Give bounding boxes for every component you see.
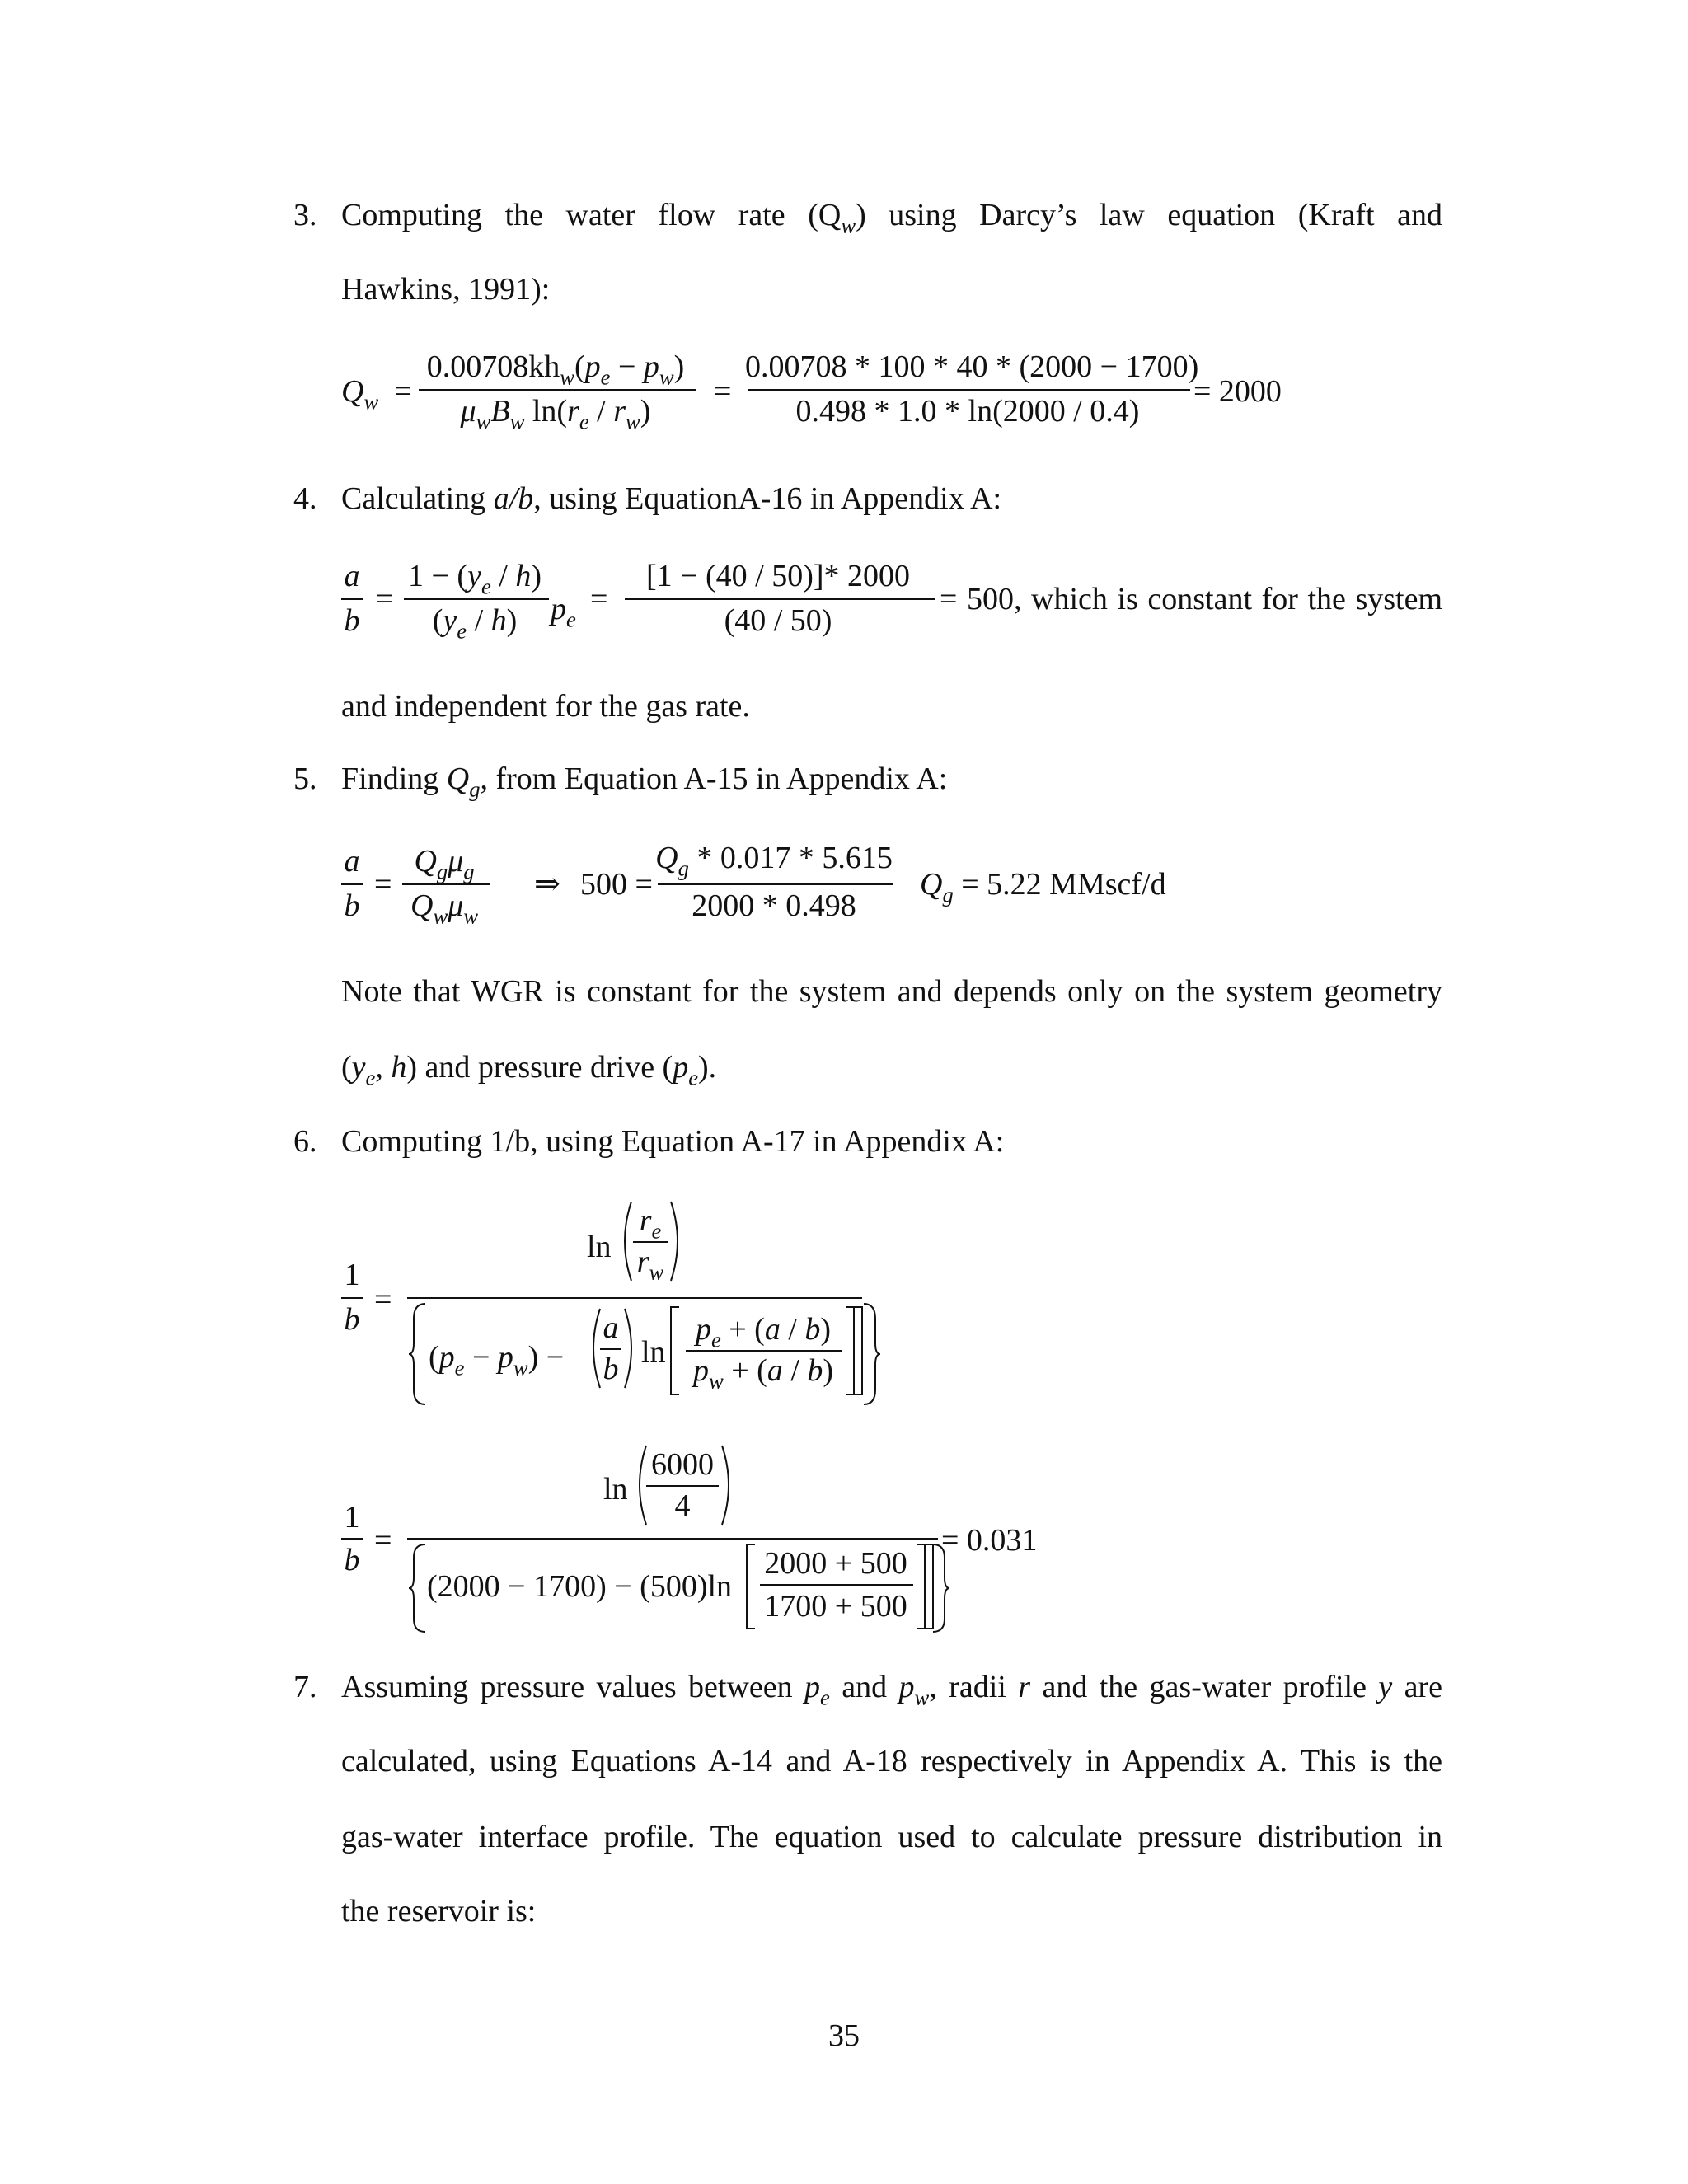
item-6-number: 6. [293, 1124, 317, 1159]
eq3-denominator: 2000 * 0.498 [692, 888, 856, 923]
eq5-result: = 0.031 [941, 1523, 1038, 1558]
item-4-line2: and independent for the gas rate. [341, 689, 750, 724]
item-3-line2: Hawkins, 1991): [341, 272, 551, 307]
item-7-line4: the reservoir is: [341, 1894, 537, 1929]
eq5-inner-denominator: 1700 + 500 [764, 1589, 907, 1624]
item-7-number: 7. [293, 1670, 317, 1704]
ln-numerator: 6000 [651, 1447, 714, 1482]
eq2-denominator: (40 / 50) [724, 603, 832, 638]
item-5-number: 5. [293, 762, 317, 796]
brace-right [862, 1302, 882, 1406]
eq5-inner-numerator: 2000 + 500 [764, 1546, 907, 1581]
item-4-line1: Calculating a/b, using EquationA-16 in Appendix A: [341, 481, 1002, 516]
item-4-number: 4. [293, 481, 317, 516]
eq3-result: $Q_g = 5.22$ MMscf/d [920, 867, 1166, 907]
equation-water-flow-rate: $Q_w$ = $0.00708kh_w(p_e - p_w)$ $\mu_wB_w$ $\ln(r_e / r_w)$ = 0.00708 * 100 * 40 * (2000 − 1700) 0.498 * 1.0 * ln(2000 / 0.4) = 2000 [341, 349, 1282, 434]
item-3-line1: Computing the water flow rate $(Q_w)$ using Darcy’s law equation (Kraft and [341, 198, 1442, 238]
equation-one-over-b-symbolic: 1 b = ln $r_e$ $r_w$ $(p_e - p_w)$ − a b ln $p_e + (a / b)$ $p_w + (a / b)$ [341, 1200, 1083, 1406]
brace-left [407, 1302, 427, 1406]
eq1-result: = 2000 [1193, 374, 1282, 409]
eq3-lhs: 500 = [580, 867, 653, 902]
eq2-numerator: [1 − (40 / 50)]* 2000 [645, 559, 911, 593]
page-number: 35 [828, 2018, 860, 2053]
ln-denominator: 4 [674, 1488, 691, 1523]
item-7-line3: gas-water interface profile. The equation used to calculate pressure distribution in [341, 1820, 1442, 1854]
eq1-numerator: 0.00708 * 100 * 40 * (2000 − 1700) [745, 349, 1199, 384]
item-7-line2: calculated, using Equations A-14 and A-18 respectively in Appendix A. This is the [341, 1744, 1442, 1779]
item-5-note-line1: Note that WGR is constant for the system and depends only on the system geometry [341, 974, 1442, 1009]
eq2-result: = 500, which is constant for the system [940, 582, 1442, 616]
item-5-line1: Finding $Q_g$, from Equation A-15 in Appendix A: [341, 762, 948, 802]
equation-gas-rate: a b = $Q_g\mu_g$ $Q_w\mu_w$ ⇒ 500 = $Q_g * 0.017 * 5.615$ 2000 * 0.498 $Q_g = 5.22$ MMscf/d [341, 836, 1330, 935]
item-6-line1: Computing 1/b, using Equation A-17 in Appendix A: [341, 1124, 1005, 1159]
implies-arrow: ⇒ [534, 867, 560, 902]
eq1-denominator: 0.498 * 1.0 * ln(2000 / 0.4) [795, 394, 1140, 429]
paren-right [669, 1200, 686, 1282]
item-3-number: 3. [293, 198, 317, 232]
item-7-line1: Assuming pressure values between $p_e$ and $p_w$, radii r and the gas-water profile y are [341, 1670, 1443, 1710]
equation-a-over-b: a b = $1 - (y_e / h)$ $(y_e / h)$ $p_e$ = [1 − (40 / 50)]* 2000 (40 / 50) = 500, which is constant for the system [341, 554, 1446, 644]
eq5-den-left: (2000 − 1700) − (500)ln [427, 1569, 733, 1604]
item-5-note-line2: ($y_e$, h) and pressure drive $(p_e)$. [341, 1050, 717, 1090]
bracket-left [669, 1305, 681, 1396]
equation-one-over-b-numeric: 1 b = ln 6000 4 (2000 − 1700) − (500)ln 2000 + 500 1700 + 500 = 0.031 [341, 1444, 1083, 1633]
